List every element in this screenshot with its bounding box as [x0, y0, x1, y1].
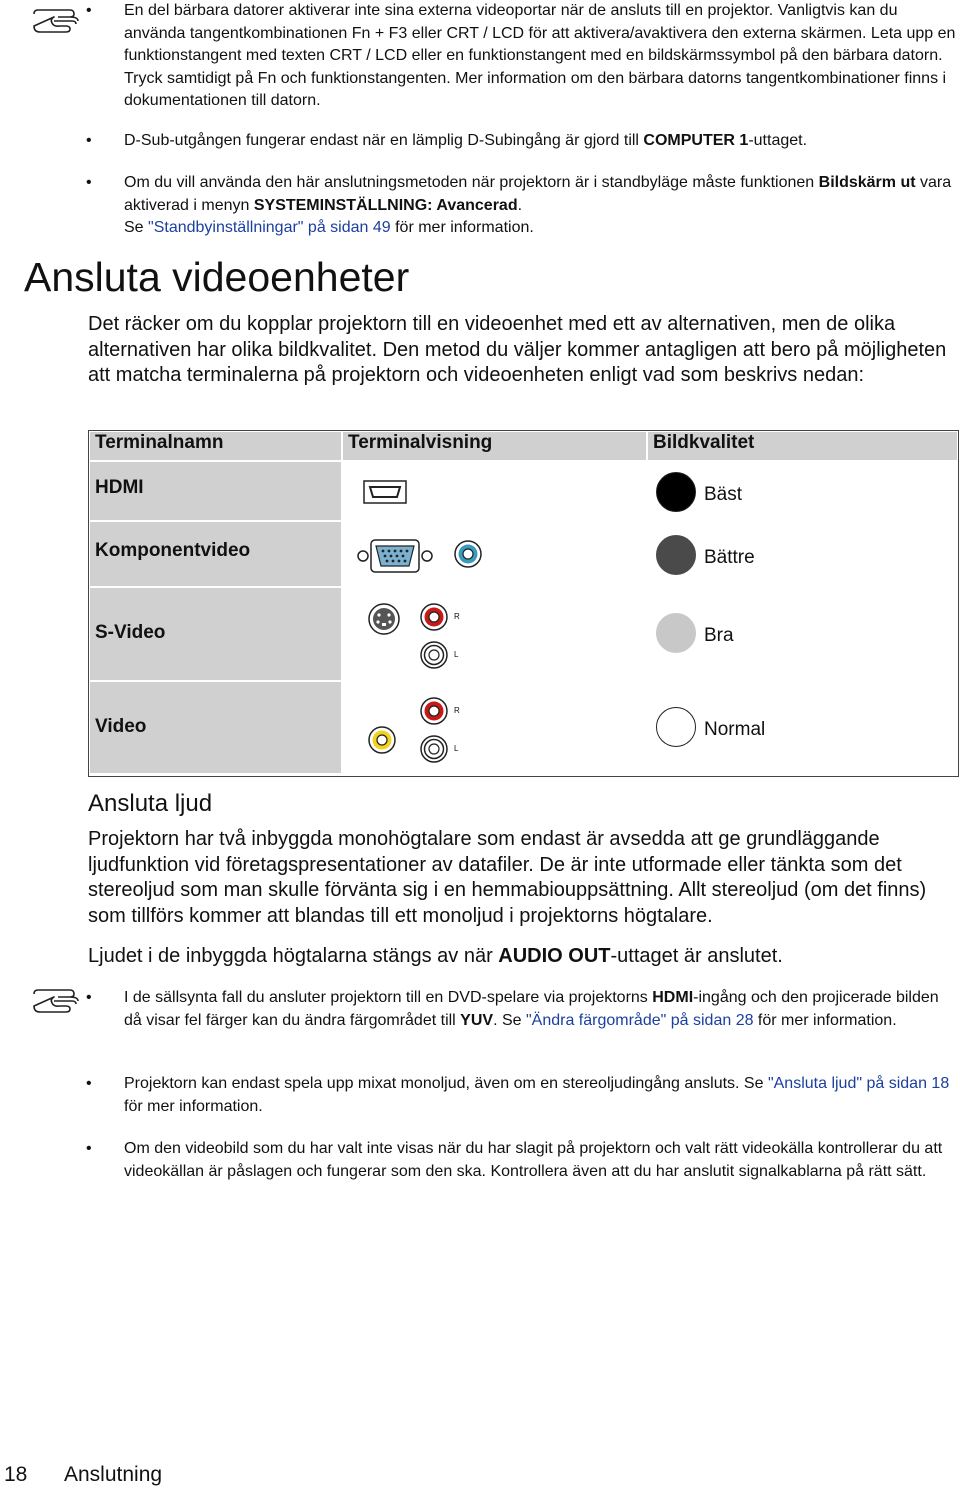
link-color-range[interactable]: "Ändra färgområde" på sidan 28 [525, 1011, 754, 1029]
quality-cell [647, 681, 958, 774]
intro-paragraph: Det räcker om du kopplar projektorn till en videoenhet med ett av alternativen, men de olika alternativen har olika bildkvalitet. Den metod du väljer kommer antagligen att bero på möjligheten att matcha terminalerna på projektorn och videoenheten enligt vad som beskrivs nedan: [88, 313, 947, 386]
quality-label: Bäst [704, 484, 743, 505]
row-name: Komponentvideo [89, 521, 342, 587]
header-terminal-name: Terminalnamn [89, 431, 342, 461]
svideo-jack-icon [367, 602, 401, 636]
quality-label: Bra [704, 625, 734, 646]
component-jack-icon [453, 539, 483, 569]
terminal-table [88, 430, 959, 775]
table-row [89, 587, 958, 681]
table-header-row [89, 431, 958, 461]
quality-normal-dot [656, 707, 696, 747]
link-standby[interactable]: "Standbyinställningar" på sidan 49 [148, 219, 391, 236]
table-row [89, 681, 958, 774]
jack-label-l: L [454, 650, 459, 659]
quality-label: Normal [704, 719, 766, 740]
note-hand-icon [30, 6, 82, 34]
vga-port-icon [355, 536, 435, 576]
jack-label-r: R [454, 612, 460, 621]
bullet: • [86, 989, 92, 1006]
header-quality: Bildkvalitet [647, 431, 958, 461]
jack-label-l: L [454, 744, 459, 753]
table-row [89, 461, 958, 521]
audio-paragraph: Projektorn har två inbyggda monohögtalare som endast är avsedda att ge grundläggande ljudfunktion vid företagspresentationer av datafiler. De är inte utformade eller tänkta som det stereoljud som man skulle förvänta sig i en hemmabiouppsättning. Allt stereoljud (om det finns) som tillförs kommer att blandas till ett monoljud i projektorns högtalare. [88, 828, 927, 927]
hdmi-port-cell [342, 461, 647, 521]
composite-video-jack-icon [367, 725, 397, 755]
component-port-cell [342, 521, 647, 587]
note-standby: Om du vill använda den här anslutningsmetoden när projektorn är i standbyläge måste funktionen Bildskärm ut vara aktiverad i menyn SYSTEMINSTÄLLNING: Avancerad. Se "Standbyinställningar" på sidan 49 för mer information. [124, 174, 952, 236]
note-laptop-ports: En del bärbara datorer aktiverar inte sina externa videoportar när de ansluts till en projektor. Vanligtvis kan du använda tangentkombinationen Fn + F3 eller CRT / LCD för att aktivera/avaktivera den externa skärmen. Leta upp en funktionstangent med texten CRT / LCD eller en funktionstangent med en bildskärmssymbol på den bärbara datorn. Tryck samtidigt på Fn och funktionstangenten. Mer information om den bärbara datorns tangentkombinationer finns i dokumentationen till datorn. [124, 2, 956, 109]
note-dvd-colors: I de sällsynta fall du ansluter projektorn till en DVD-spelare via projektorns HDMI-ingång och den projicerade bilden då visar fel färger kan du ändra färgområdet till YUV. Se "Ändra färgområde" på sidan 28 för mer information. [124, 989, 939, 1029]
section-title: Ansluta videoenheter [24, 254, 410, 300]
quality-best-dot [656, 472, 696, 512]
header-terminal-display: Terminalvisning [342, 431, 647, 461]
audio-right-jack-icon [419, 696, 449, 726]
hdmi-port-icon [363, 480, 407, 504]
bullet: • [86, 1075, 92, 1092]
page-number: 18 [4, 1463, 28, 1486]
quality-good-dot [656, 613, 696, 653]
row-name: Video [89, 681, 342, 774]
note-no-video: Om den videobild som du har valt inte visas när du har slagit på projektorn och valt rätt videokälla kontrollerar du att videokällan är påslagen och fungerar som den ska. Kontrollera även att du har anslutit signalkablarna på rätt sätt. [124, 1140, 943, 1180]
video-port-cell [342, 681, 647, 774]
bullet: • [86, 132, 92, 149]
audio-out-paragraph: Ljudet i de inbyggda högtalarna stängs av när AUDIO OUT-uttaget är anslutet. [88, 945, 783, 967]
svideo-port-cell [342, 587, 647, 681]
subsection-title: Ansluta ljud [88, 790, 213, 817]
link-connect-audio[interactable]: "Ansluta ljud" på sidan 18 [767, 1075, 950, 1092]
note-hand-icon [30, 986, 82, 1014]
footer-section: Anslutning [64, 1463, 163, 1486]
audio-left-jack-icon [419, 734, 449, 764]
note-dsub: D-Sub-utgången fungerar endast när en lämplig D-Subingång är gjord till COMPUTER 1-uttaget. [124, 132, 808, 149]
quality-cell [647, 461, 958, 521]
bullet: • [86, 1140, 92, 1157]
quality-better-dot [656, 535, 696, 575]
table-row [89, 521, 958, 587]
note-mono-audio: Projektorn kan endast spela upp mixat monoljud, även om en stereoljudingång ansluts. Se "Ansluta ljud" på sidan 18 för mer information. [124, 1075, 950, 1115]
row-name: HDMI [89, 461, 342, 521]
row-name: S-Video [89, 587, 342, 681]
bullet: • [86, 2, 92, 19]
jack-label-r: R [454, 706, 460, 715]
quality-cell [647, 521, 958, 587]
audio-left-jack-icon [419, 640, 449, 670]
quality-cell [647, 587, 958, 681]
quality-label: Bättre [704, 547, 755, 568]
audio-right-jack-icon [419, 602, 449, 632]
bullet: • [86, 174, 92, 191]
